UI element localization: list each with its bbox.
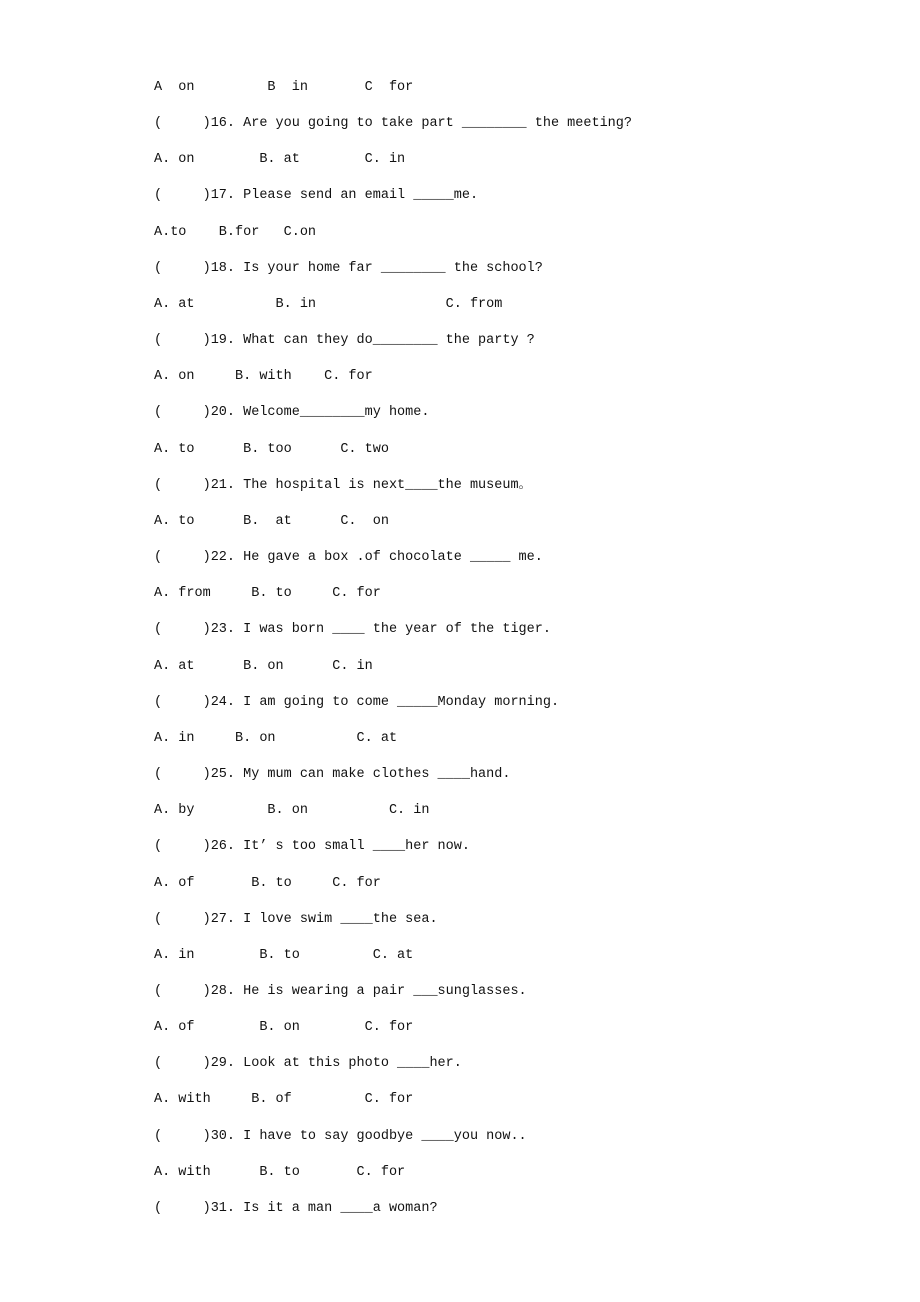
- question-line: ( )18. Is your home far ________ the school?: [154, 260, 543, 276]
- question-line: ( )20. Welcome________my home.: [154, 405, 430, 421]
- answer-options-line: A. from B. to C. for: [154, 586, 381, 602]
- question-line: ( )19. What can they do________ the party ?: [154, 333, 535, 349]
- answer-options-line: A. to B. too C. two: [154, 441, 389, 457]
- answer-options-line: A. of B. to C. for: [154, 875, 381, 891]
- question-line: ( )17. Please send an email _____me.: [154, 188, 479, 204]
- question-line: ( )28. He is wearing a pair ___sunglasses.: [154, 984, 527, 999]
- answer-options-line: A. on B. at C. in: [154, 152, 406, 168]
- answer-options-line: A. in B. to C. at: [154, 947, 414, 963]
- question-line: ( )22. He gave a box .of chocolate _____ me.: [154, 550, 543, 566]
- question-line: ( )24. I am going to come _____Monday morning.: [154, 694, 560, 710]
- answer-options-line: A. in B. on C. at: [154, 730, 398, 746]
- question-line: ( )23. I was born ____ the year of the tiger.: [154, 622, 551, 638]
- answer-options-line: A. to B. at C. on: [154, 513, 389, 529]
- answer-options-line: A on B in C for: [154, 80, 414, 95]
- answer-options-line: A. of B. on C. for: [154, 1020, 414, 1036]
- answer-options-line: A. at B. in C. from: [154, 296, 503, 312]
- question-line: ( )16. Are you going to take part ________ the meeting?: [154, 116, 632, 132]
- answer-options-line: A.to B.for C.on: [154, 224, 317, 240]
- question-line: ( )27. I love swim ____the sea.: [154, 911, 438, 927]
- answer-options-line: A. on B. with C. for: [154, 369, 373, 385]
- answer-options-line: A. with B. to C. for: [154, 1164, 406, 1180]
- question-line: ( )29. Look at this photo ____her.: [154, 1056, 462, 1072]
- answer-options-line: A. with B. of C. for: [154, 1092, 414, 1108]
- question-line: ( )21. The hospital is next____the museum。: [154, 477, 533, 493]
- answer-options-line: A. at B. on C. in: [154, 658, 373, 674]
- question-line: ( )31. Is it a man ____a woman?: [154, 1200, 438, 1216]
- question-line: ( )25. My mum can make clothes ____hand.: [154, 767, 511, 783]
- question-line: ( )26. It’ s too small ____her now.: [154, 839, 470, 855]
- question-line: ( )30. I have to say goodbye ____you now..: [154, 1128, 527, 1144]
- answer-options-line: A. by B. on C. in: [154, 803, 430, 819]
